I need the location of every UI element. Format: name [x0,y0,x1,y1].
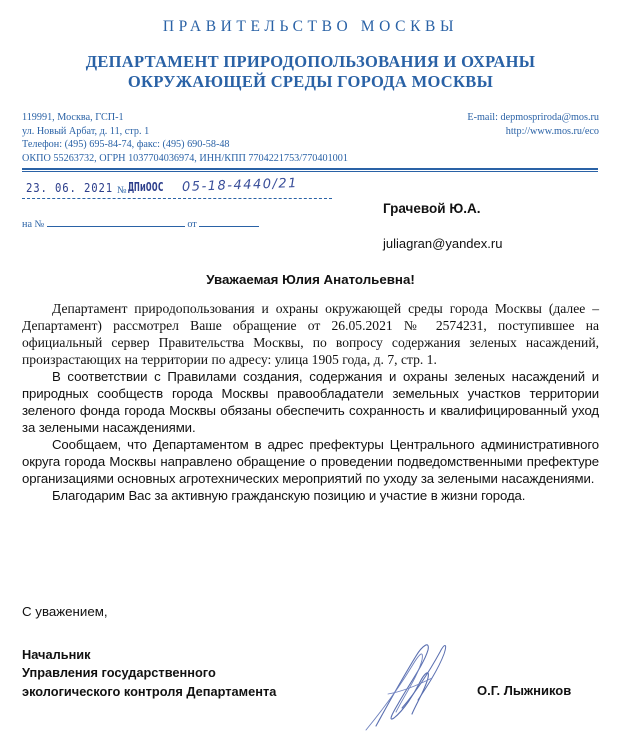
address-line: ул. Новый Арбат, д. 11, стр. 1 [22,125,150,137]
address-line: Телефон: (495) 695-84-74, факс: (495) 690-58-48 [22,139,230,151]
registration-prefix-stamp: ДПиООС [128,180,164,194]
letterhead-divider-thin [22,171,598,172]
department-title-line: ДЕПАРТАМЕНТ ПРИРОДОПОЛЬЗОВАНИЯ И ОХРАНЫ [85,52,536,71]
government-title: ПРАВИТЕЛЬСТВО МОСКВЫ [162,18,459,35]
registration-number-label: № [117,185,127,196]
closing: С уважением, [22,604,108,619]
signer-title-line: Начальник [22,647,91,662]
department-title [0,52,621,92]
body-paragraph: В соответствии с Правилами создания, содержания и охраны зеленых насаждений и природных сообществ города Москвы правообладатели земельных участков территории зеленого фонда города Москвы обязаны обеспечить сохранность и квалифицированный уход за зелеными насаждениями. [22,369,599,435]
registration-number: 05-18-4440/21 [181,175,299,196]
reference-line [22,219,259,230]
signer-title-line: экологического контроля Департамента [22,683,277,699]
registration-underline [22,198,332,199]
department-email: E-mail: depmospriroda@mos.ru [467,112,599,123]
address-line: 119991, Москва, ГСП-1 [22,112,124,123]
handwritten-signature-icon [358,634,458,733]
department-title-line: ОКРУЖАЮЩЕЙ СРЕДЫ ГОРОДА МОСКВЫ [127,72,494,91]
reference-date-label: от [187,219,197,230]
department-website: http://www.mos.ru/eco [505,125,599,137]
reference-number-label: на № [22,219,45,230]
registration-date-stamp: 23. 06. 2021 [26,180,113,195]
body-paragraph: Благодарим Вас за активную гражданскую позицию и участие в жизни города. [52,488,526,503]
letterhead-divider [22,168,598,170]
recipient-email: juliagran@yandex.ru [383,236,503,251]
department-contacts [467,111,599,138]
registration-line [22,175,332,202]
signer-name: О.Г. Лыжников [477,683,572,698]
body-paragraph: Сообщаем, что Департаментом в адрес префектуры Центрального административного округа города Москвы направлено обращение о проведении подведомственными префектуре организациями основных агротехнических мероприятий по уходу за зелеными насаждениями. [22,437,599,486]
address-line: ОКПО 55263732, ОГРН 1037704036974, ИНН/КПП 7704221753/770401001 [22,152,348,164]
reference-date-blank [199,226,259,227]
body-paragraph: Департамент природопользования и охраны окружающей среды города Москвы (далее – Департамент) рассмотрел Ваше обращение от 26.05.2021 № 2574231, поступившее на официальный сервер Правительства Москвы, по вопросу содержания зеленых насаждений, произрастающих на территории по адресу: улица 1905 года, д. 7, стр. 1. [22,301,599,367]
signer-title [22,646,276,701]
department-address [22,111,348,165]
reference-number-blank [47,226,185,227]
recipient-name: Грачевой Ю.А. [383,201,481,216]
greeting: Уважаемая Юлия Анатольевна! [206,272,415,287]
signer-title-line: Управления государственного [22,665,216,681]
letter-body [22,300,599,504]
